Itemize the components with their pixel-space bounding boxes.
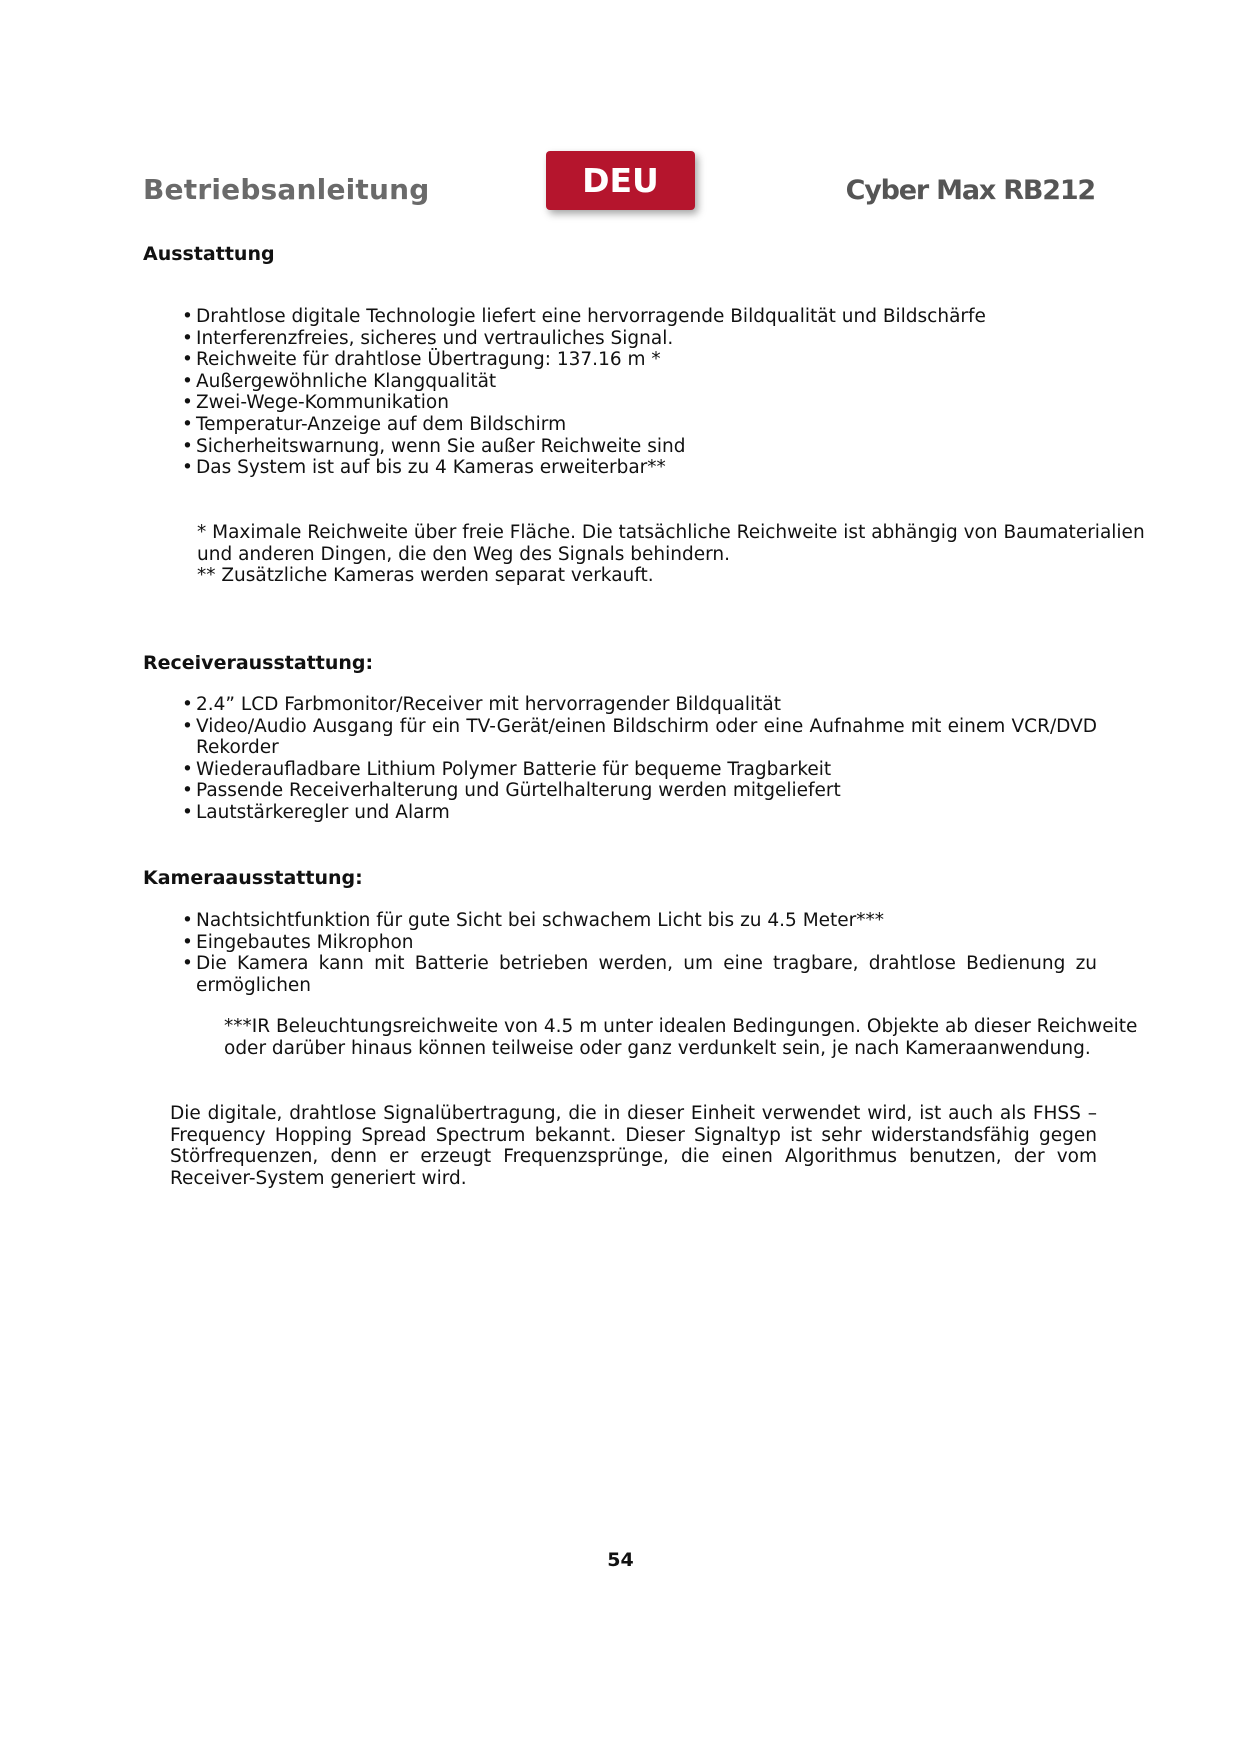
camera-feature-list [182, 910, 1097, 996]
list-item: • Wiederaufladbare Lithium Polymer Batterie für bequeme Tragbarkeit [182, 759, 1097, 781]
footnote-line: und anderen Dingen, die den Weg des Signals behindern. [197, 543, 730, 565]
range-footnotes [197, 522, 1145, 587]
list-item: • Drahtlose digitale Technologie liefert eine hervorragende Bildqualität und Bildschärfe [182, 306, 1097, 328]
product-name: Cyber Max RB212 [845, 175, 1095, 206]
ir-footnote [224, 1016, 1137, 1059]
page-number: 54 [607, 1549, 634, 1571]
section-heading-receiver: Receiverausstattung: [143, 652, 374, 674]
section-heading-ausstattung: Ausstattung [143, 243, 275, 265]
list-item: • Video/Audio Ausgang für ein TV-Gerät/einen Bildschirm oder eine Aufnahme mit einem VCR/DVD Rekorder [182, 716, 1097, 759]
list-item: • Reichweite für drahtlose Übertragung: 137.16 m * [182, 349, 1097, 371]
footnote-line: ***IR Beleuchtungsreichweite von 4.5 m unter idealen Bedingungen. Objekte ab dieser Reichweite [224, 1016, 1138, 1037]
fhss-paragraph: Die digitale, drahtlose Signalübertragung, die in dieser Einheit verwendet wird, ist auch als FHSS – Frequency Hopping Spread Spectrum bekannt. Dieser Signaltyp ist sehr widerstandsfähig gegen Störfrequenzen, denn er erzeugt Frequenzsprünge, die einen Algorithmus benutzen, der vom Receiver-System generiert wird. [170, 1103, 1097, 1189]
manual-title: Betriebsanleitung [143, 173, 430, 206]
footnote-line: * Maximale Reichweite über freie Fläche. Die tatsächliche Reichweite ist abhängig von Baumaterialien [197, 522, 1145, 543]
list-item: • Eingebautes Mikrophon [182, 932, 1097, 954]
list-item: • Die Kamera kann mit Batterie betrieben werden, um eine tragbare, drahtlose Bedienung zu ermöglichen [182, 953, 1097, 996]
language-badge: DEU [546, 151, 695, 210]
list-item: • Zwei-Wege-Kommunikation [182, 392, 1097, 414]
feature-list [182, 306, 1097, 479]
footnote-line: oder darüber hinaus können teilweise oder ganz verdunkelt sein, je nach Kameraanwendung. [224, 1037, 1091, 1059]
list-item: • Sicherheitswarnung, wenn Sie außer Reichweite sind [182, 436, 1097, 458]
list-item: • Außergewöhnliche Klangqualität [182, 371, 1097, 393]
list-item: • Nachtsichtfunktion für gute Sicht bei schwachem Licht bis zu 4.5 Meter*** [182, 910, 1097, 932]
receiver-feature-list [182, 694, 1097, 824]
footnote-line: ** Zusätzliche Kameras werden separat verkauft. [197, 565, 654, 587]
list-item: • Passende Receiverhalterung und Gürtelhalterung werden mitgeliefert [182, 780, 1097, 802]
section-heading-kamera: Kameraausstattung: [143, 867, 363, 889]
list-item: • Temperatur-Anzeige auf dem Bildschirm [182, 414, 1097, 436]
list-item: • Das System ist auf bis zu 4 Kameras erweiterbar** [182, 457, 1097, 479]
list-item: • Lautstärkeregler und Alarm [182, 802, 1097, 824]
list-item: • 2.4” LCD Farbmonitor/Receiver mit hervorragender Bildqualität [182, 694, 1097, 716]
list-item: • Interferenzfreies, sicheres und vertrauliches Signal. [182, 328, 1097, 350]
